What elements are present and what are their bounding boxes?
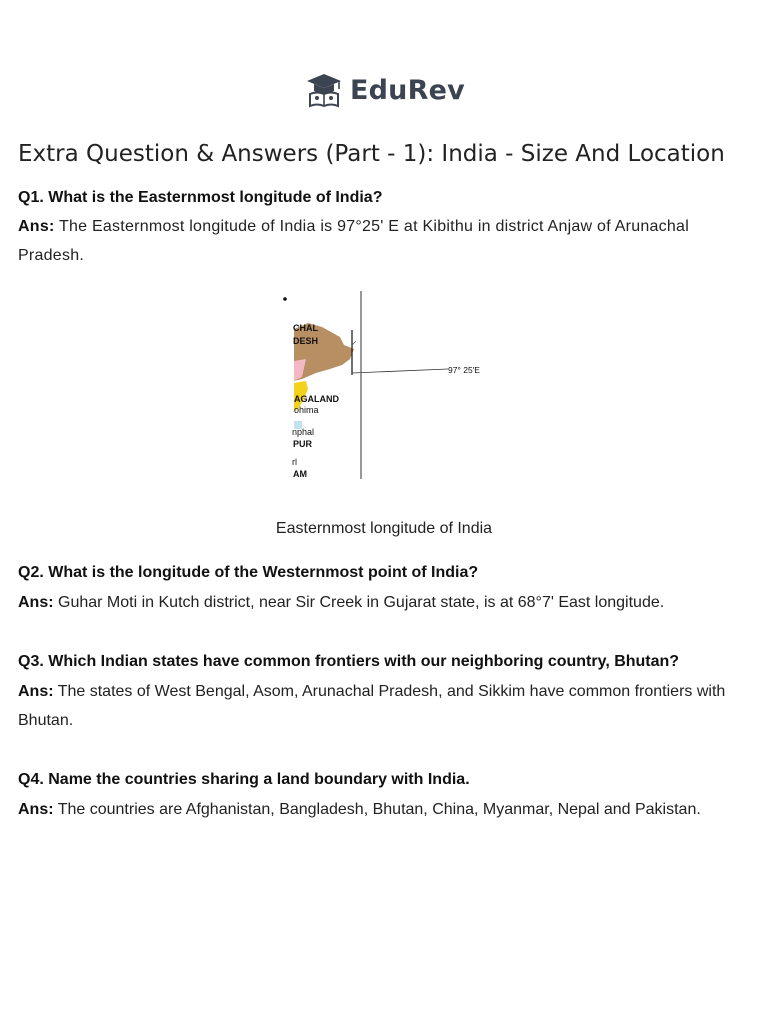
longitude-label: 97° 25'E xyxy=(448,365,480,375)
edurev-logo[interactable] xyxy=(304,70,465,110)
question-2: Q2. What is the longitude of the Westernmost point of India? xyxy=(18,564,479,581)
ans-label: Ans: xyxy=(18,801,54,818)
question-1: Q1. What is the Easternmost longitude of India? xyxy=(18,189,383,206)
logo-text: EduRev xyxy=(350,74,465,106)
answer-3 xyxy=(18,677,748,735)
page-title: Extra Question & Answers (Part - 1): India - Size And Location xyxy=(18,141,725,167)
answer-1-text: The Easternmost longitude of India is 97°25' E at Kibithu in district Anjaw of Arunachal Pradesh. xyxy=(18,218,689,264)
answer-4 xyxy=(18,795,748,824)
map-label-rl: rl xyxy=(292,457,297,467)
answer-4-text: The countries are Afghanistan, Bangladesh, Bhutan, China, Myanmar, Nepal and Pakistan. xyxy=(57,801,701,818)
answer-1 xyxy=(18,212,748,270)
ans-label: Ans: xyxy=(18,683,54,700)
graduation-cap-book-icon xyxy=(304,72,344,108)
map-label-chal: CHAL xyxy=(293,323,318,333)
answer-2-text: Guhar Moti in Kutch district, near Sir Creek in Gujarat state, is at 68°7' East longitude. xyxy=(58,594,665,611)
question-3: Q3. Which Indian states have common frontiers with our neighboring country, Bhutan? xyxy=(18,653,680,670)
map-label-nagaland: AGALAND xyxy=(294,394,339,404)
question-4: Q4. Name the countries sharing a land boundary with India. xyxy=(18,771,470,788)
easternmost-longitude-map xyxy=(278,285,498,485)
ans-label: Ans: xyxy=(18,218,55,235)
map-label-pur: PUR xyxy=(293,439,313,449)
map-label-kohima: ohima xyxy=(294,405,319,415)
ans-label: Ans: xyxy=(18,594,54,611)
answer-3-text: The states of West Bengal, Asom, Arunachal Pradesh, and Sikkim have common frontiers with Bhutan. xyxy=(18,683,726,729)
map-label-am: AM xyxy=(293,469,307,479)
answer-2 xyxy=(18,588,748,617)
map-label-desh: DESH xyxy=(293,336,319,346)
figure-caption: Easternmost longitude of India xyxy=(275,520,493,537)
map-label-imphal: nphal xyxy=(292,427,315,437)
